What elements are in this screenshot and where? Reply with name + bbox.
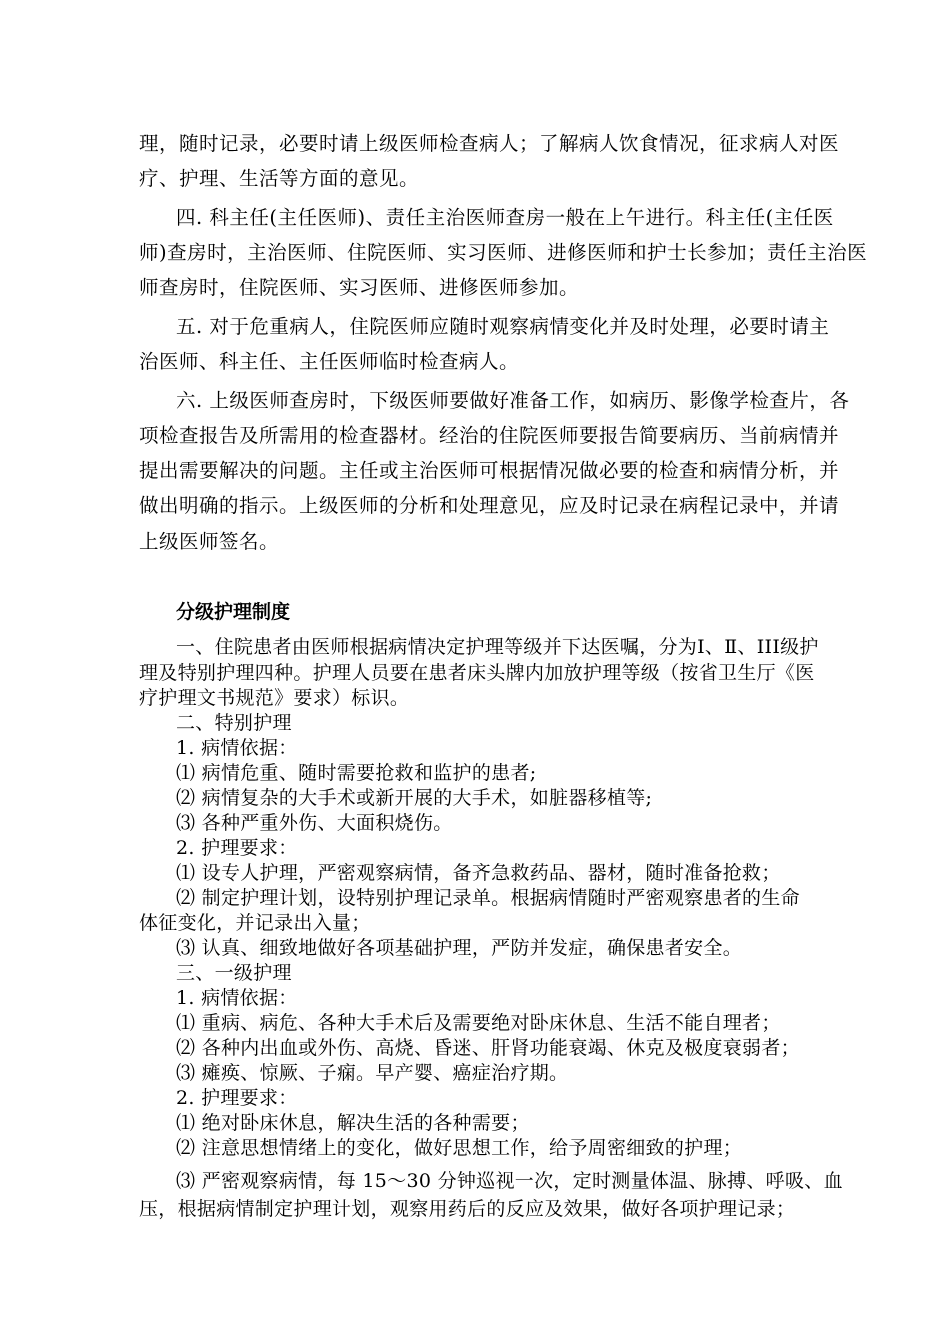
paragraph-line: 一、住院患者由医师根据病情决定护理等级并下达医嘱，分为Ⅰ、Ⅱ、III级护	[176, 636, 819, 658]
paragraph-line: 做出明确的指示。上级医师的分析和处理意见，应及时记录在病程记录中，并请	[139, 494, 840, 517]
list-heading: 三、一级护理	[176, 962, 292, 984]
paragraph-line: 疗、护理、生活等方面的意见。	[139, 167, 420, 190]
list-item: ⑴ 绝对卧床休息，解决生活的各种需要；	[176, 1112, 530, 1134]
list-item: ⑶ 严密观察病情，每 15～30 分钟巡视一次，定时测量体温、脉搏、呼吸、血	[176, 1170, 843, 1192]
list-item: ⑶ 各种严重外伤、大面积烧伤。	[176, 812, 453, 834]
paragraph-line: 六. 上级医师查房时，下级医师要做好准备工作，如病历、影像学检查片，各	[176, 389, 850, 412]
list-heading: 二、特别护理	[176, 712, 292, 734]
list-item: ⑴ 病情危重、随时需要抢救和监护的患者;	[176, 762, 537, 784]
paragraph-line: 理，随时记录，必要时请上级医师检查病人；了解病人饮食情况，征求病人对医	[139, 132, 840, 155]
list-item: ⑵ 注意思想情绪上的变化，做好思想工作，给予周密细致的护理；	[176, 1137, 743, 1159]
list-item: ⑴ 重病、病危、各种大手术后及需要绝对卧床休息、生活不能自理者；	[176, 1012, 781, 1034]
list-item: ⑶ 认真、细致地做好各项基础护理，严防并发症，确保患者安全。	[176, 937, 743, 959]
list-subheading: 2. 护理要求：	[176, 837, 298, 859]
list-subheading: 2. 护理要求：	[176, 1087, 298, 1109]
list-item: ⑵ 制定护理计划，设特别护理记录单。根据病情随时严密观察患者的生命	[176, 887, 800, 909]
paragraph-line: 四. 科主任(主任医师)、责任主治医师查房一般在上午进行。科主任(主任医	[176, 206, 834, 229]
list-item: ⑵ 病情复杂的大手术或新开展的大手术，如脏器移植等;	[176, 787, 653, 809]
paragraph-line: 治医师、科主任、主任医师临时检查病人。	[139, 350, 520, 373]
paragraph-line: 上级医师签名。	[139, 530, 280, 553]
paragraph-line: 项检查报告及所需用的检查器材。经治的住院医师要报告简要病历、当前病情并	[139, 424, 840, 447]
list-item-continuation: 压，根据病情制定护理计划，观察用药后的反应及效果，做好各项护理记录；	[139, 1198, 796, 1220]
paragraph-line: 五. 对于危重病人，住院医师应随时观察病情变化并及时处理，必要时请主	[176, 315, 830, 338]
paragraph-line: 提出需要解决的问题。主任或主治医师可根据情况做必要的检查和病情分析，并	[139, 459, 840, 482]
paragraph-line: 师查房时，住院医师、实习医师、进修医师参加。	[139, 276, 580, 299]
paragraph-line: 师)查房时，主治医师、住院医师、实习医师、进修医师和护士长参加；责任主治医	[139, 241, 868, 264]
list-item: ⑶ 瘫痪、惊厥、子痫。早产婴、癌症治疗期。	[176, 1062, 569, 1084]
list-item-continuation: 体征变化，并记录出入量；	[139, 912, 371, 934]
paragraph-line: 疗护理文书规范》要求）标识。	[139, 687, 410, 709]
list-item: ⑴ 设专人护理，严密观察病情，备齐急救药品、器材，随时准备抢救；	[176, 862, 781, 884]
section-heading: 分级护理制度	[176, 601, 291, 623]
list-subheading: 1. 病情依据：	[176, 737, 298, 759]
list-subheading: 1. 病情依据：	[176, 987, 298, 1009]
list-item: ⑵ 各种内出血或外伤、高烧、昏迷、肝肾功能衰竭、休克及极度衰弱者；	[176, 1037, 800, 1059]
paragraph-line: 理及特别护理四种。护理人员要在患者床头牌内加放护理等级（按省卫生厅《医	[139, 662, 815, 684]
